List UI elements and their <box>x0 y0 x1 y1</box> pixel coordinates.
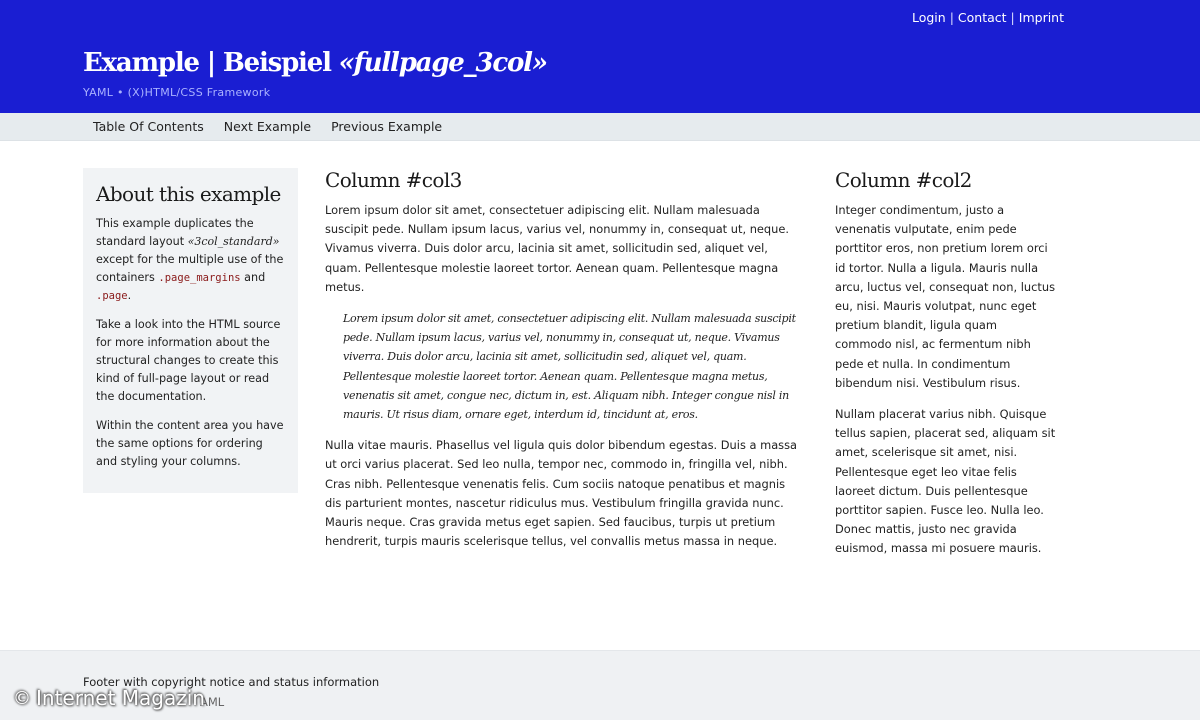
watermark <box>13 686 205 710</box>
site-title <box>83 48 547 78</box>
col3-paragraph-2: Nulla vitae mauris. Phasellus vel ligula quis dolor bibendum egestas. Duis a massa ut orci varius placerat. Sed leo nulla, tempor nec, commodo in, fringilla vel, nibh. Cras nibh. Pellentesque venenatis felis. Cum sociis natoque penatibus et magnis dis parturient montes, nascetur ridiculus mus. Vestibulum fringilla gravida nunc. Mauris neque. Cras gravida metus eget sapien. Sed faucibus, turpis ut pretium hendrerit, turpis mauris scelerisque tellus, vel convallis metus massa in neque. <box>325 438 798 549</box>
site-subtitle: YAML • (X)HTML/CSS Framework <box>83 86 271 99</box>
col1-paragraph-2 <box>96 316 286 406</box>
copyright-icon: © <box>13 687 31 709</box>
col3-blockquote: Lorem ipsum dolor sit amet, consectetuer adipiscing elit. Nullam malesuada suscipit pede. Nullam ipsum lacus, varius vel, nonummy in, consequat ut, neque. Vivamus viverra. Duis dolor arcu, lacinia sit amet, sollicitudin sed, aliquet vel, quam. Pellentesque molestie laoreet tortor. Aenean quam. Pellentesque magna metus, venenatis sit amet, congue nec, dictum in, est. Aliquam nibh. Integer congue nisl in mauris. Ut risus diam, ornare eget, interdum id, tincidunt at, eros. <box>343 312 796 422</box>
login-link[interactable]: Login <box>911 10 946 25</box>
nav-item-table-of-contents[interactable]: Table Of Contents <box>93 119 204 134</box>
col1-paragraph-3: Within the content area you have the same options for ordering and styling your columns. <box>96 419 284 468</box>
col1-paragraph-1 <box>96 215 286 305</box>
code-page-margins: .page_margins <box>158 272 241 284</box>
col1-p1-text-d: . <box>127 289 132 302</box>
col1-p1-text-a: This example duplicates the standard layout <box>96 217 254 248</box>
code-page: .page <box>96 290 128 302</box>
col1-p2-text-a: Take a look into the HTML source for more information about the structural changes to create this kind of full-page layout or read the <box>96 318 281 403</box>
watermark-text: Internet Magazin <box>36 686 205 710</box>
nav-item-next-example[interactable]: Next Example <box>223 119 312 134</box>
top-navigation <box>912 10 1064 25</box>
topnav-separator: | <box>949 10 954 25</box>
col1-p1-text-b: except for the multiple use of the containers <box>96 253 284 284</box>
site-title-main: Example | Beispiel <box>83 48 339 78</box>
col3-paragraph-1: Lorem ipsum dolor sit amet, consectetuer adipiscing elit. Nullam malesuada suscipit pede. Nullam ipsum lacus, varius vel, nonummy in, consequat ut, neque. Vivamus viverra. Duis dolor arcu, lacinia sit amet, sollicitudin sed, aliquet vel, quam. Pellentesque molestie laoreet tortor. Aenean quam. Pellentesque magna metus. <box>325 203 789 294</box>
nav-item-previous-example[interactable]: Previous Example <box>331 119 443 134</box>
site-title-layout-name: «fullpage_3col» <box>338 48 547 78</box>
nav-list <box>83 119 452 134</box>
content-col3 <box>325 168 805 563</box>
col1-p1-text-c: and <box>240 271 266 284</box>
footer-yaml-text: AML <box>200 695 225 709</box>
col2-heading: Column #col2 <box>835 168 972 192</box>
page-header <box>0 0 1200 113</box>
documentation-link[interactable]: documentation <box>117 390 203 403</box>
col3-heading: Column #col3 <box>325 168 462 192</box>
col1-heading: About this example <box>96 182 281 206</box>
main-navigation <box>0 113 1200 141</box>
col1-p2-text-b: . <box>202 390 207 403</box>
col2-paragraph-1: Integer condimentum, justo a venenatis vulputate, enim pede porttitor eros, non pretium lorem orci id tortor. Nulla a ligula. Mauris nulla arcu, luctus vel, consequat non, luctus eu, nisi. Mauris volutpat, nunc eget pretium blandit, ligula quam commodo nisl, ac fermentum nibh pede et nulla. In condimentum bibendum nisi. Vestibulum risus. <box>835 203 1056 390</box>
topnav-separator: | <box>1010 10 1015 25</box>
contact-link[interactable]: Contact <box>957 10 1007 25</box>
col1-layout-name: «3col_standard» <box>187 235 280 248</box>
content-col2 <box>835 168 1057 571</box>
col2-paragraph-2: Nullam placerat varius nibh. Quisque tellus sapien, placerat sed, aliquam sit amet, scelerisque sit amet, nisi. Pellentesque eget leo vitae felis laoreet dictum. Duis pellentesque porttitor sapien. Fusce leo. Nulla leo. Donec mattis, justo nec gravida euismod, massa mi posuere mauris. <box>835 407 1056 556</box>
footer-copyright-text: Footer with copyright notice and status information <box>83 675 380 689</box>
sidebar-col1 <box>83 168 298 493</box>
imprint-link[interactable]: Imprint <box>1018 10 1064 25</box>
